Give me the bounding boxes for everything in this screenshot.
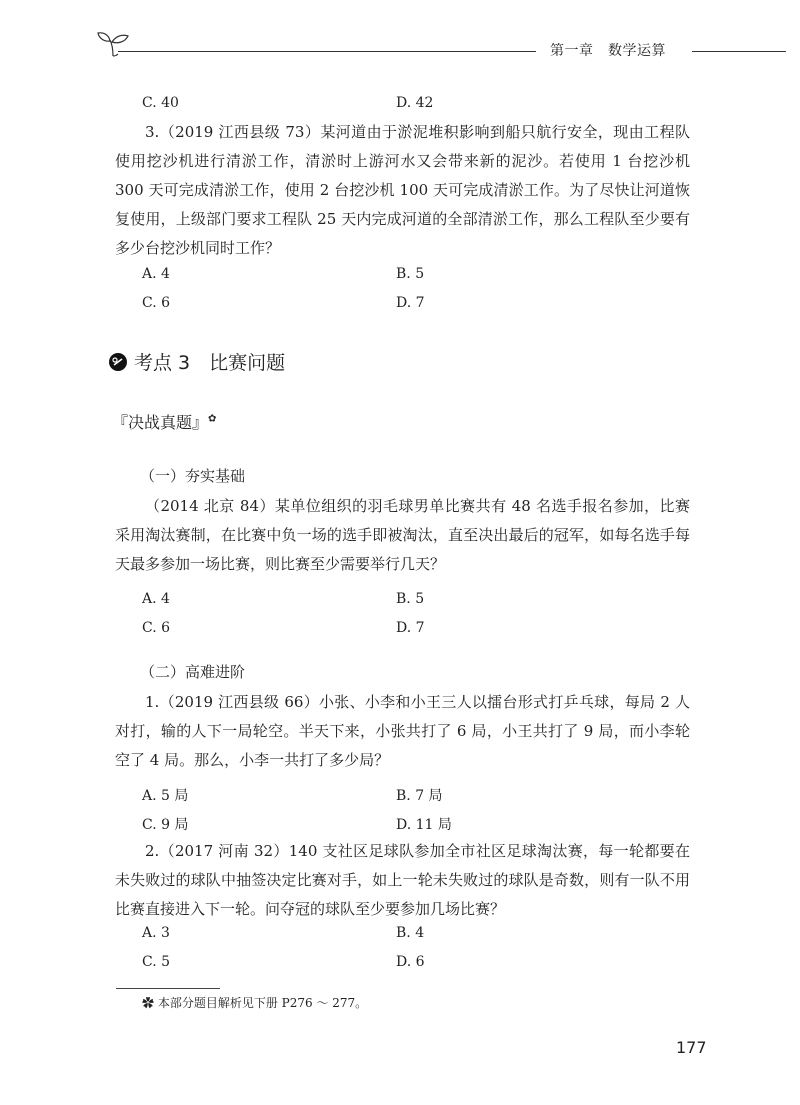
basic-option-a: A. 4 bbox=[142, 591, 170, 607]
basic-option-b: B. 5 bbox=[396, 591, 425, 607]
leaf-sprout-icon bbox=[96, 30, 130, 58]
q3-option-d: D. 7 bbox=[396, 295, 425, 311]
header-rule bbox=[118, 51, 536, 52]
juezhan-text: 决战真题 bbox=[128, 413, 193, 432]
adv1-option-b: B. 7 局 bbox=[396, 788, 443, 804]
chapter-title: 第一章 数学运算 bbox=[550, 43, 666, 59]
note-marker-icon: ✿ bbox=[208, 413, 217, 425]
header-rule-right bbox=[692, 51, 786, 52]
q3-option-a: A. 4 bbox=[142, 266, 170, 282]
footnote-text: 本部分题目解析见下册 P276 ～ 277。 bbox=[157, 996, 368, 1010]
option-d: D. 42 bbox=[396, 95, 434, 111]
q3-option-c: C. 6 bbox=[142, 295, 171, 311]
footnote-marker-icon: ✿ bbox=[142, 996, 158, 1010]
adv2-option-a: A. 3 bbox=[142, 925, 170, 941]
subheading-advanced: （二）高难进阶 bbox=[140, 663, 246, 681]
adv1-option-d: D. 11 局 bbox=[396, 817, 452, 833]
subheading-basic: （一）夯实基础 bbox=[140, 467, 246, 485]
page-number: 177 bbox=[676, 1038, 707, 1057]
bracket-open: 『 bbox=[112, 413, 129, 432]
footnote-rule bbox=[116, 988, 220, 989]
bullet-badge-icon bbox=[108, 352, 128, 372]
bracket-close: 』 bbox=[192, 413, 209, 432]
adv2-option-c: C. 5 bbox=[142, 954, 171, 970]
section-heading bbox=[108, 348, 285, 375]
juezhan-label bbox=[112, 410, 216, 433]
question-3: 3.（2019 江西县级 73）某河道由于淤泥堆积影响到船只航行安全，现由工程队使用挖沙机进行清淤工作，清淤时上游河水又会带来新的泥沙。若使用 1 台挖沙机 300 天可完成清淤工作，使用 2 台挖沙机 100 天可完成清淤工作。为了尽快让河道恢复使用，上级部门要求工程队 25 天内完成河道的全部清淤工作，那么工程队至少要有多少台挖沙机同时工作？ bbox=[115, 123, 690, 257]
footnote bbox=[142, 994, 367, 1011]
adv1-option-a: A. 5 局 bbox=[142, 788, 189, 804]
adv2-option-b: B. 4 bbox=[396, 925, 425, 941]
q3-option-b: B. 5 bbox=[396, 266, 425, 282]
section-title: 考点 3 比赛问题 bbox=[134, 352, 286, 374]
option-c: C. 40 bbox=[142, 95, 179, 111]
adv2-option-d: D. 6 bbox=[396, 954, 425, 970]
question-advanced-2: 2.（2017 河南 32）140 支社区足球队参加全市社区足球淘汰赛，每一轮都要在未失败过的球队中抽签决定比赛对手，如上一轮未失败过的球队是奇数，则有一队不用比赛直接进入下一轮。问夺冠的球队至少要参加几场比赛？ bbox=[115, 842, 690, 918]
adv1-option-c: C. 9 局 bbox=[142, 817, 189, 833]
basic-option-d: D. 7 bbox=[396, 620, 425, 636]
basic-option-c: C. 6 bbox=[142, 620, 171, 636]
question-advanced-1: 1.（2019 江西县级 66）小张、小李和小王三人以擂台形式打乒乓球，每局 2 人对打，输的人下一局轮空。半天下来，小张共打了 6 局，小王共打了 9 局，而小李轮空了 4 局。那么，小李一共打了多少局？ bbox=[115, 693, 690, 769]
question-basic: （2014 北京 84）某单位组织的羽毛球男单比赛共有 48 名选手报名参加，比赛采用淘汰赛制，在比赛中负一场的选手即被淘汰，直至决出最后的冠军，如每名选手每天最多参加一场比赛，则比赛至少需要举行几天？ bbox=[115, 497, 690, 573]
